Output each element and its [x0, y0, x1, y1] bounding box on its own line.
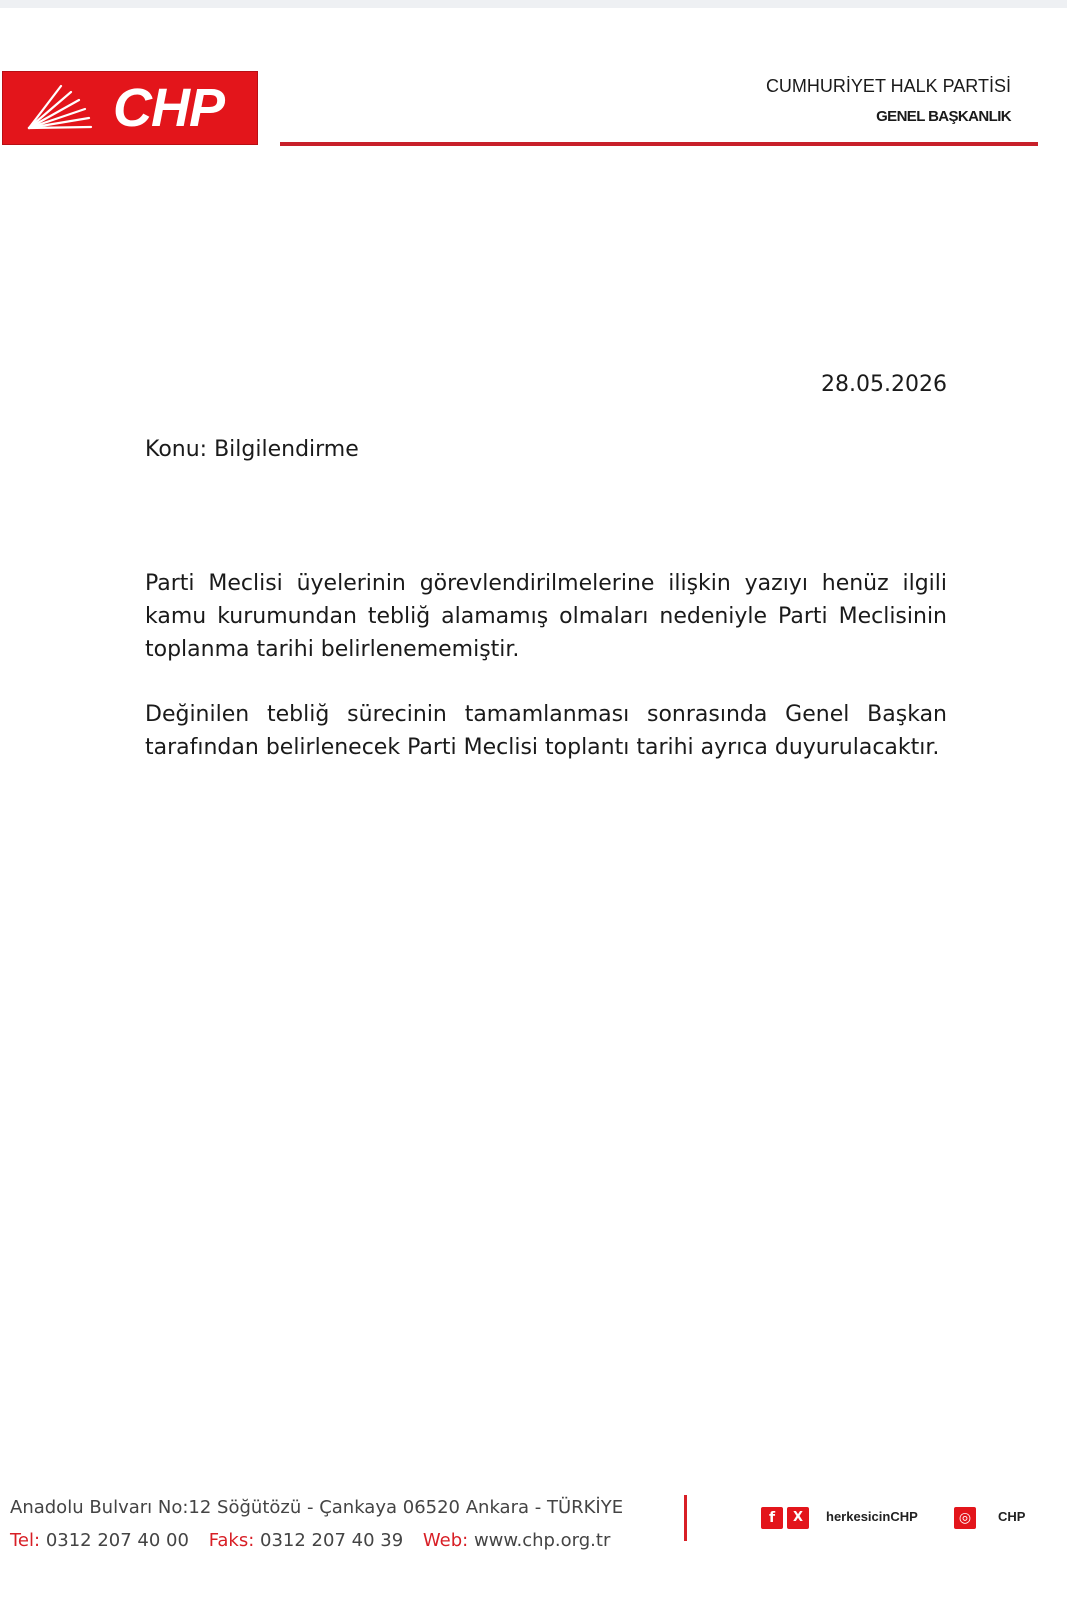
organization-name: CUMHURİYET HALK PARTİSİ: [765, 76, 1011, 96]
organization-unit: GENEL BAŞKANLIK: [876, 108, 1011, 125]
fax-label: Faks:: [208, 1530, 255, 1551]
footer-contacts: [10, 1530, 610, 1551]
web-label: Web:: [422, 1530, 469, 1551]
party-arrows-icon: [21, 82, 99, 134]
logo-text: CHP: [113, 78, 225, 138]
instagram-icon[interactable]: ◎: [954, 1507, 976, 1529]
x-twitter-icon[interactable]: X: [787, 1507, 809, 1529]
tel-value: 0312 207 40 00: [45, 1530, 189, 1551]
top-strip: [0, 0, 1067, 8]
instagram-account-name: CHP: [998, 1509, 1026, 1524]
facebook-icon[interactable]: f: [761, 1507, 783, 1529]
letter-date: 28.05.2026: [821, 372, 947, 397]
footer-divider: [684, 1495, 687, 1541]
web-link[interactable]: www.chp.org.tr: [473, 1530, 611, 1551]
header-divider: [280, 142, 1038, 146]
tel-label: Tel:: [10, 1530, 41, 1551]
footer-address: Anadolu Bulvarı No:12 Söğütözü - Çankaya 06520 Ankara - TÜRKİYE: [10, 1497, 624, 1518]
letter-paragraph: Parti Meclisi üyelerinin görevlendirilmelerine ilişkin yazıyı henüz ilgili kamu kurumundan tebliğ alamamış olmaları nedeniyle Parti Meclisinin toplanma tarihi belirlenememiştir.: [145, 571, 947, 662]
letter-subject: Konu: Bilgilendirme: [145, 437, 359, 462]
chp-logo: [2, 71, 258, 145]
fax-value: 0312 207 40 39: [260, 1530, 404, 1551]
letter-paragraph: Değinilen tebliğ sürecinin tamamlanması sonrasında Genel Başkan tarafından belirlenecek Parti Meclisi toplantı tarihi ayrıca duyurulacaktır.: [145, 702, 947, 760]
social-handle: herkesicinCHP: [826, 1509, 918, 1524]
